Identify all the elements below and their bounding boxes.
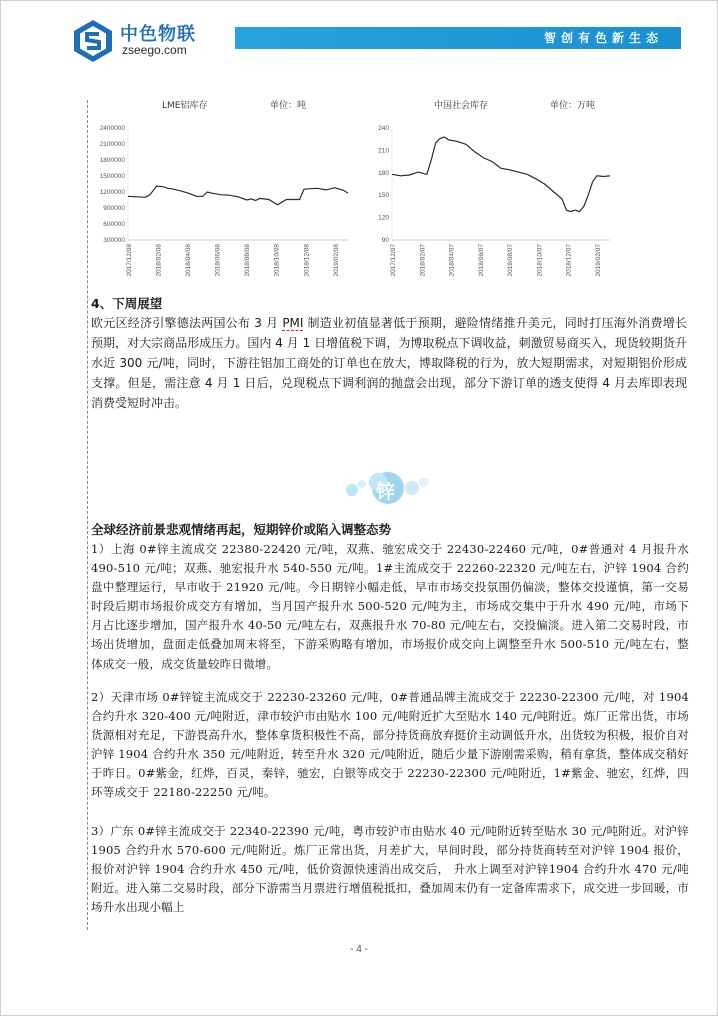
y-tick-label: 180 <box>378 169 389 177</box>
y-tick-label: 240 <box>378 125 389 132</box>
chart-title: 中国社会库存 <box>434 101 489 111</box>
zinc-shanghai-paragraph: 1）上海 0#锌主流成交 22380-22420 元/吨，双燕、驰宏成交于 22430-22460 元/吨，0#普通对 4 月报升水 490-510 元/吨；双燕、驰宏报升水 540-550 元/吨。1#主流成交于 22260-22320 元/吨左右，沪锌 1904 合约盘中整理运行，早市收于 21920 元/吨。今日期锌小幅走低，早市市场交投氛围仍偏淡，整体交投谨慎，第一交易时段后期市场报价成交方有增加，当月国产报升水 500-520 元/吨为主，市场成交集中于升水 490 元/吨，市场下月占比逐步增加，国产报升水 40-50 元/吨左右，双燕报升水 70-80 元/吨左右，交投偏淡。进入第二交易时段，市场出货增加，盘面走低叠加周末将至，下游采购略有增加，市场报价成交向上调整至升水 500-510 元/吨左右，整体成交一般，成交货量较昨日微增。 <box>91 542 689 671</box>
china-social-inventory-chart <box>362 98 626 288</box>
lme-aluminum-inventory-chart <box>92 98 356 288</box>
chart-svg <box>92 98 356 288</box>
zinc-tianjin-paragraph: 2）天津市场 0#锌锭主流成交于 22230-23260 元/吨，0#普通品牌主流成交于 22230-22300 元/吨，对 1904 合约升水 320-400 元/吨附近，津市较沪市由贴水 100 元/吨附近扩大至贴水 140 元/吨附近。炼厂正常出货，市场货源相对充足，下游畏高升水，整体拿货积极性不高，部分持货商放弃挺价主动调低升水，出货较为积极，报价自对沪锌 1904 合约升水 350 元/吨附近，转至升水 320 元/吨附近，随后少量下游刚需采购，稍有拿货，整体成交稍好于昨日。0#紫金，红烨，百灵，秦锌，驰宏，白银等成交于 22230-22300 元/吨附近，1#紫金、驰宏，红烨，四环等成交于 22180-22250 元/吨。 <box>91 690 689 800</box>
outlook-paragraph: 欧元区经济引擎德法两国公布 3 月 PMI 制造业初值显著低于预期，避险情绪推升美元，同时打压海外消费增长预期，对大宗商品形成压力。国内 4 月 1 日增值税下调，为博取税点下调收益，刺激贸易商买入，现货较期货升水近 300 元/吨，同时，下游往铝加工商处的订单也在放大，博取降税的行为，放大短期需求，对短期铝价形成支撑。但是，需注意 4 月 1 日后，兑现税点下调利润的抛盘会出现，部分下游订单的透支使得 4 月去库即表现消费受短时冲击。 <box>91 316 687 410</box>
x-tick-label: 2018/02/08 <box>155 244 163 277</box>
x-tick-label: 2019/02/07 <box>594 243 602 277</box>
x-tick-label: 2018/06/07 <box>477 244 485 277</box>
y-tick-label: 1800000 <box>99 157 125 164</box>
x-tick-label: 2018/12/08 <box>303 244 311 277</box>
y-tick-label: 900000 <box>103 205 125 212</box>
brand-name-cn: 中色物联 <box>120 24 196 45</box>
y-tick-label: 600000 <box>103 221 125 228</box>
x-tick-label: 2018/08/08 <box>244 244 252 277</box>
zinc-heading: 全球经济前景悲观情绪再起，短期锌价或陷入调整态势 <box>91 522 392 537</box>
x-tick-label: 2018/04/08 <box>185 244 193 277</box>
x-tick-label: 2018/12/07 <box>565 244 573 277</box>
series-line <box>392 137 610 212</box>
chart-title: LME铝库存 <box>162 101 208 111</box>
y-tick-label: 90 <box>381 237 389 244</box>
y-tick-label: 2400000 <box>99 125 125 132</box>
y-tick-label: 210 <box>378 147 389 155</box>
zinc-guangdong-paragraph: 3）广东 0#锌主流成交于 22340-22390 元/吨，粤市较沪市由贴水 40 元/吨附近转至贴水 30 元/吨附近。对沪锌 1905 合约升水 570-600 元/吨附近。炼厂正常出货，月差扩大，早间时段，部分持货商转至对沪锌 1904 报价，报价对沪锌 1904 合约升水 450 元/吨，低价资源快速消出成交后， 升水上调至对沪锌1904 合约升水 470 元/吨附近。进入第二交易时段，部分下游需当月票进行增值税抵扣，叠加周末仍有一定备库需求下，成交进一步回暖，市场升水出现小幅上 <box>91 824 689 915</box>
section-heading-outlook: 4、下周展望 <box>91 296 163 311</box>
y-tick-label: 2100000 <box>99 141 125 148</box>
header-banner <box>235 27 681 49</box>
zseego-logo <box>70 18 116 64</box>
y-tick-label: 1200000 <box>99 189 125 196</box>
zinc-section-label: 锌 <box>376 481 396 503</box>
x-tick-label: 2017/12/08 <box>126 244 133 277</box>
chart-svg <box>362 98 626 288</box>
y-tick-label: 150 <box>378 192 389 200</box>
y-tick-label: 1500000 <box>99 173 125 180</box>
x-tick-label: 2019/02/08 <box>332 243 340 277</box>
brand-domain: zseego.com <box>122 43 187 57</box>
x-tick-label: 2018/10/08 <box>273 244 281 277</box>
series-line <box>128 186 348 205</box>
y-tick-label: 120 <box>378 214 389 222</box>
header-slogan: 智创有色新生态 <box>543 31 663 45</box>
x-tick-label: 2018/04/07 <box>448 244 456 277</box>
x-tick-label: 2018/06/08 <box>214 244 222 277</box>
x-tick-label: 2018/02/07 <box>419 244 427 277</box>
chart-unit: 单位：万吨 <box>550 101 596 111</box>
x-tick-label: 2018/10/07 <box>536 244 544 277</box>
y-tick-label: 300000 <box>103 237 125 244</box>
x-tick-label: 2017/12/07 <box>390 244 397 277</box>
page-number: - 4 - <box>350 944 368 955</box>
x-tick-label: 2018/08/07 <box>507 244 515 277</box>
margin-rule <box>87 100 88 930</box>
chart-unit: 单位：吨 <box>270 101 307 111</box>
